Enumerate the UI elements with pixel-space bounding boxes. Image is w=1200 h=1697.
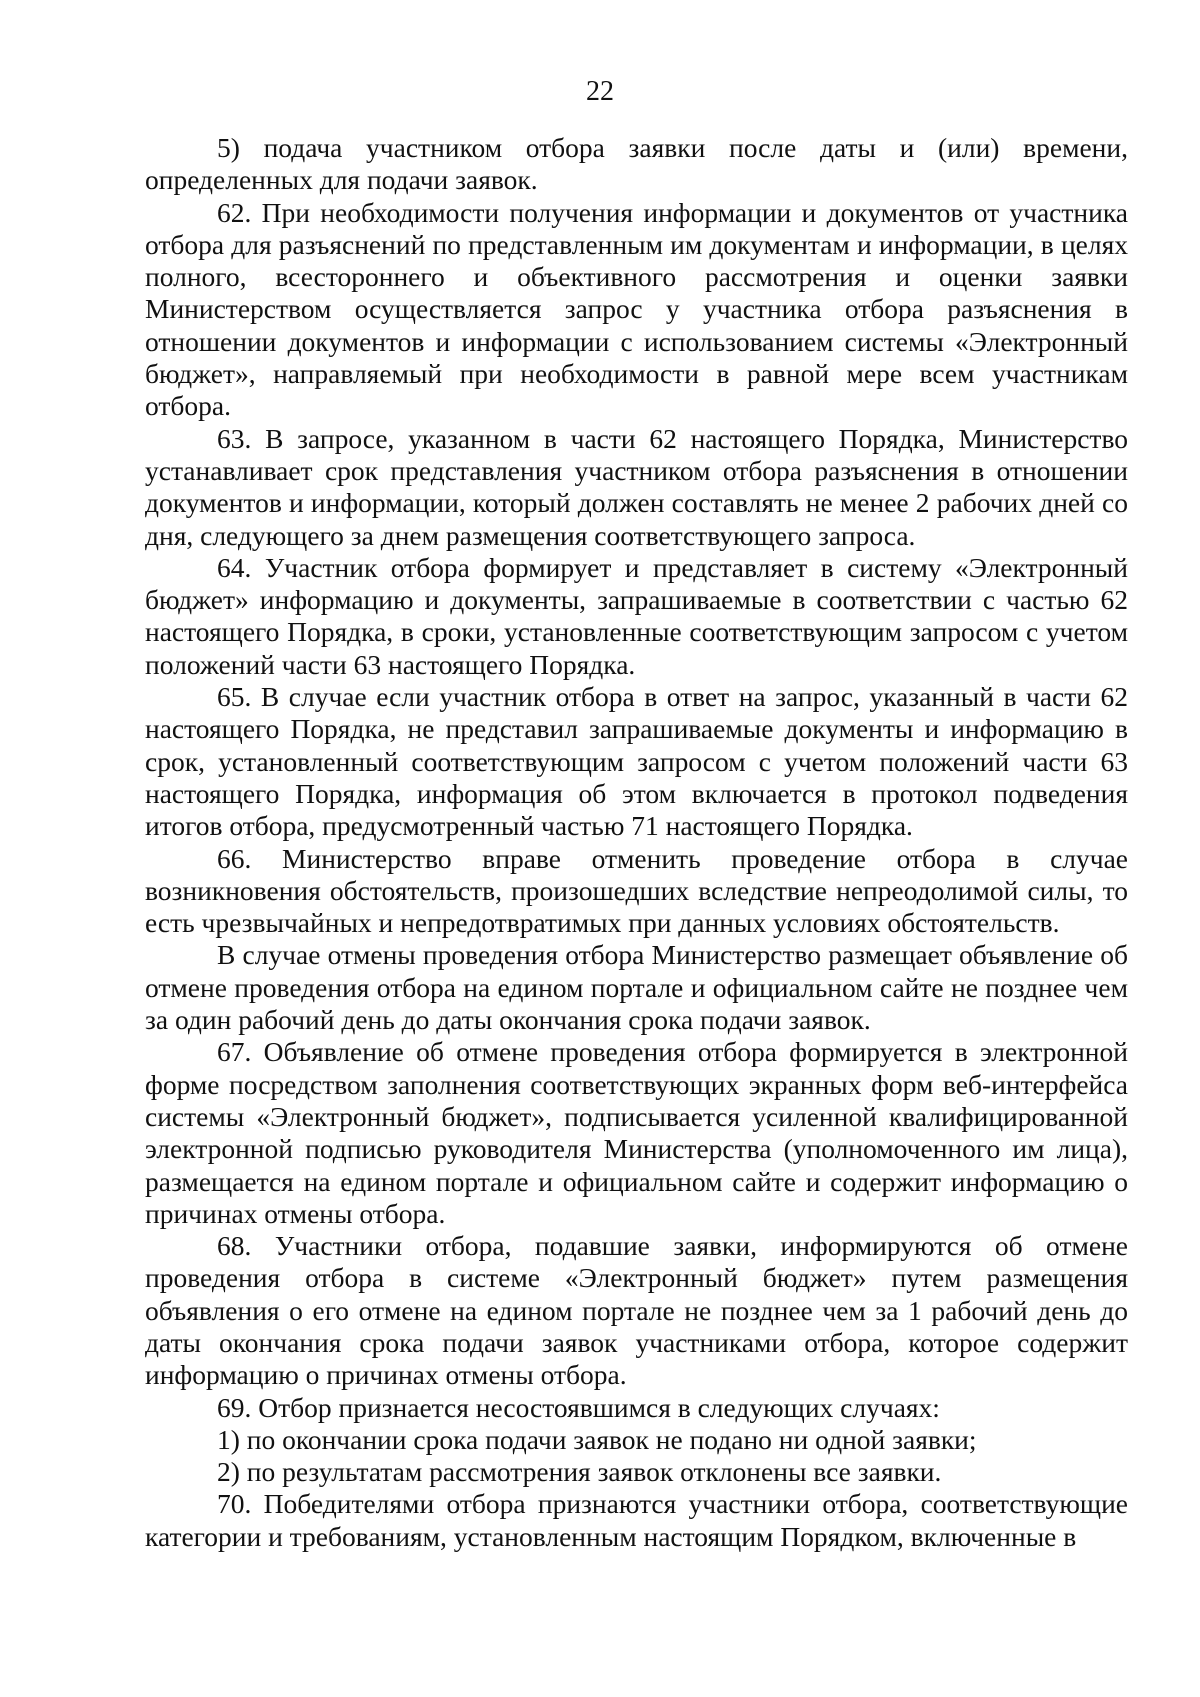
- paragraph-66: 66. Министерство вправе отменить проведение отбора в случае возникновения обстоятельств, произошедших вследствие непреодолимой силы, то есть чрезвычайных и непредотвратимых при данных условиях обстоятельств.: [145, 842, 1128, 939]
- paragraph-69: 69. Отбор признается несостоявшимся в следующих случаях:: [217, 1391, 940, 1423]
- paragraph-70: 70. Победителями отбора признаются участники отбора, соответствующие категории и требованиям, установленным настоящим Порядком, включенные в: [145, 1488, 1128, 1552]
- paragraph-64: 64. Участник отбора формирует и представляет в систему «Электронный бюджет» информацию и документы, запрашиваемые в соответствии с частью 62 настоящего Порядка, в сроки, установленные соответствующим запросом с учетом положений части 63 настоящего Порядка.: [145, 551, 1128, 680]
- paragraph-65: 65. В случае если участник отбора в ответ на запрос, указанный в части 62 настоящего Порядка, не представил запрашиваемые документы и информацию в срок, установленный соответствующим запросом с учетом положений части 63 настоящего Порядка, информация об этом включается в протокол подведения итогов отбора, предусмотренный частью 71 настоящего Порядка.: [145, 681, 1128, 842]
- paragraph-item-5: 5) подача участником отбора заявки после даты и (или) времени, определенных для подачи заявок.: [145, 132, 1128, 196]
- paragraph-66-cancellation: В случае отмены проведения отбора Министерство размещает объявление об отмене проведения отбора на едином портале и официальном сайте не позднее чем за один рабочий день до даты окончания срока подачи заявок.: [145, 939, 1128, 1036]
- paragraph-68: 68. Участники отбора, подавшие заявки, информируются об отмене проведения отбора в системе «Электронный бюджет» путем размещения объявления о его отмене на едином портале не позднее чем за 1 рабочий день до даты окончания срока подачи заявок участниками отбора, которое содержит информацию о причинах отмены отбора.: [145, 1230, 1128, 1391]
- paragraph-63: 63. В запросе, указанном в части 62 настоящего Порядка, Министерство устанавливает срок представления участником отбора разъяснения в отношении документов и информации, который должен составлять не менее 2 рабочих дней со дня, следующего за днем размещения соответствующего запроса.: [145, 422, 1128, 551]
- paragraph-69-item-2: 2) по результатам рассмотрения заявок отклонены все заявки.: [217, 1456, 942, 1488]
- document-body: [145, 132, 1128, 1553]
- page-number: 22: [586, 76, 614, 107]
- paragraph-67: 67. Объявление об отмене проведения отбора формируется в электронной форме посредством заполнения соответствующих экранных форм веб-интерфейса системы «Электронный бюджет», подписывается усиленной квалифицированной электронной подписью руководителя Министерства (уполномоченного им лица), размещается на едином портале и официальном сайте и содержит информацию о причинах отмены отбора.: [145, 1036, 1128, 1229]
- paragraph-69-item-1: 1) по окончании срока подачи заявок не подано ни одной заявки;: [217, 1423, 977, 1455]
- paragraph-62: 62. При необходимости получения информации и документов от участника отбора для разъяснений по представленным им документам и информации, в целях полного, всестороннего и объективного рассмотрения и оценки заявки Министерством осуществляется запрос у участника отбора разъяснения в отношении документов и информации с использованием системы «Электронный бюджет», направляемый при необходимости в равной мере всем участникам отбора.: [145, 196, 1128, 422]
